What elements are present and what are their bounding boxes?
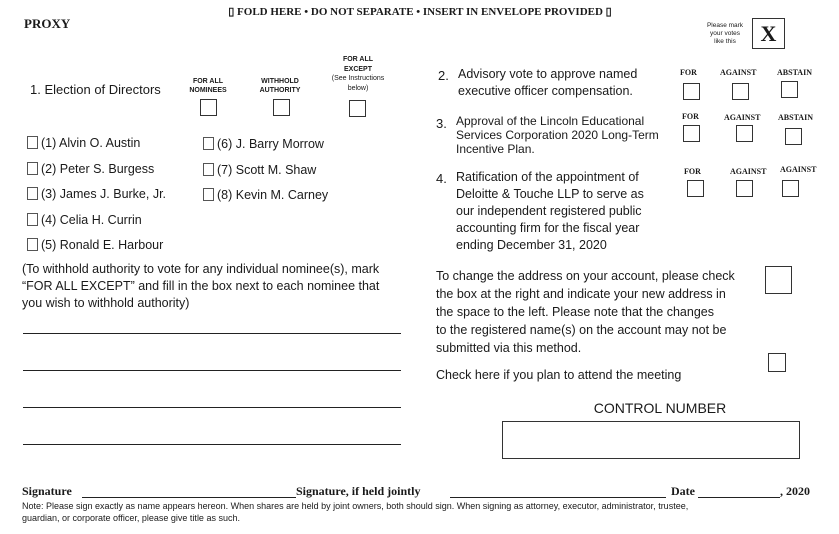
withhold-write-line[interactable]	[23, 444, 401, 445]
nominee-name: (1) Alvin O. Austin	[41, 136, 141, 150]
address-change-text	[436, 267, 735, 357]
nominee-name: (2) Peter S. Burgess	[41, 162, 155, 176]
proposal-line: Ratification of the appointment of	[456, 170, 639, 184]
nominee-checkbox[interactable]	[203, 188, 214, 201]
col-header-line: FOR ALL	[342, 56, 374, 63]
address-line: To change the address on your account, please check	[436, 269, 735, 283]
nominee-name: (3) James J. Burke, Jr.	[41, 187, 167, 201]
nominee-checkbox[interactable]	[203, 137, 214, 150]
p3-for-label: FOR	[682, 112, 699, 121]
proposal-line: Advisory vote to approve named	[458, 67, 638, 81]
withhold-write-line[interactable]	[23, 407, 401, 408]
col-header-line: below)	[347, 84, 369, 92]
withhold-checkbox[interactable]	[273, 99, 290, 116]
col-except-header	[324, 55, 392, 93]
address-line: to the registered name(s) on the account may not be	[436, 323, 727, 337]
p3-abstain-label: ABSTAIN	[778, 113, 813, 122]
control-number-label: CONTROL NUMBER	[593, 400, 727, 416]
proposal3-number: 3.	[436, 116, 447, 131]
p4-abstain-checkbox[interactable]	[782, 180, 799, 197]
p4-against-label-2: AGAINST	[780, 165, 817, 174]
proposal-line: Deloitte & Touche LLP to serve as	[456, 187, 644, 201]
mark-hint	[695, 22, 755, 46]
instruction-line: you wish to withhold authority)	[22, 296, 190, 310]
nominee-checkbox[interactable]	[27, 187, 38, 200]
proposal-line: ending December 31, 2020	[456, 238, 607, 252]
p4-for-checkbox[interactable]	[687, 180, 704, 197]
for-all-checkbox[interactable]	[200, 99, 217, 116]
p3-abstain-checkbox[interactable]	[785, 128, 802, 145]
p3-against-checkbox[interactable]	[736, 125, 753, 142]
proposal-line: Incentive Plan.	[456, 142, 535, 156]
col-header-line: NOMINEES	[189, 87, 227, 94]
withhold-write-line[interactable]	[23, 370, 401, 371]
p3-for-checkbox[interactable]	[683, 125, 700, 142]
col-header-line: AUTHORITY	[259, 87, 301, 94]
address-line: the space to the left. Please note that the changes	[436, 305, 714, 319]
nominee-checkbox[interactable]	[203, 163, 214, 176]
address-change-checkbox[interactable]	[765, 266, 792, 294]
proposal4-number: 4.	[436, 171, 447, 186]
nominee-8	[203, 188, 328, 202]
col-header-line: FOR ALL	[192, 78, 224, 85]
proposal-line: accounting firm for the fiscal year	[456, 221, 640, 235]
nominee-1	[27, 136, 140, 150]
proposal1-title: 1. Election of Directors	[30, 82, 161, 97]
col-header-line: WITHHOLD	[261, 78, 299, 85]
attend-meeting-text: Check here if you plan to attend the meeting	[436, 368, 682, 382]
instruction-line: (To withhold authority to vote for any individual nominee(s), mark	[22, 262, 380, 276]
proposal2-text	[458, 66, 637, 100]
col-for-all-header	[180, 77, 236, 95]
nominee-checkbox[interactable]	[27, 162, 38, 175]
p4-for-label: FOR	[684, 167, 701, 176]
signature-line[interactable]	[82, 497, 296, 498]
withhold-instructions	[22, 261, 412, 312]
date-line[interactable]	[698, 497, 780, 498]
address-line: submitted via this method.	[436, 341, 582, 355]
date-label: Date	[671, 484, 695, 498]
p3-against-label: AGAINST	[724, 113, 761, 122]
p2-against-label: AGAINST	[720, 68, 757, 77]
attend-meeting-checkbox[interactable]	[768, 353, 786, 372]
nominee-6	[203, 137, 324, 151]
p4-against-label: AGAINST	[730, 167, 767, 176]
p4-against-checkbox[interactable]	[736, 180, 753, 197]
col-header-line: (See Instructions	[331, 75, 385, 82]
nominee-4	[27, 213, 142, 227]
control-number-box	[502, 421, 800, 459]
for-all-except-checkbox[interactable]	[349, 100, 366, 117]
col-withhold-header	[252, 77, 308, 95]
signature-joint-line[interactable]	[450, 497, 666, 498]
withhold-write-line[interactable]	[23, 333, 401, 334]
mark-hint-line: like this	[714, 38, 736, 45]
nominee-5	[27, 238, 163, 252]
note-line: guardian, or corporate officer, please give title as such.	[22, 513, 240, 523]
p2-for-label: FOR	[680, 68, 697, 77]
signature-label: Signature	[22, 484, 72, 498]
fold-notice: ▯ FOLD HERE • DO NOT SEPARATE • INSERT IN ENVELOPE PROVIDED ▯	[228, 6, 612, 18]
proposal-line: Services Corporation 2020 Long-Term	[456, 128, 659, 142]
p2-for-checkbox[interactable]	[683, 83, 700, 100]
date-year: , 2020	[780, 484, 810, 498]
p2-abstain-checkbox[interactable]	[781, 81, 798, 98]
proposal-line: Approval of the Lincoln Educational	[456, 114, 645, 128]
proposal-line: our independent registered public	[456, 204, 642, 218]
p2-against-checkbox[interactable]	[732, 83, 749, 100]
signing-note	[22, 500, 832, 524]
nominee-name: (8) Kevin M. Carney	[217, 188, 329, 202]
form-title: PROXY	[24, 16, 71, 31]
nominee-name: (5) Ronald E. Harbour	[41, 238, 164, 252]
mark-hint-line: your votes	[710, 30, 740, 37]
nominee-checkbox[interactable]	[27, 238, 38, 251]
proposal2-number: 2.	[438, 68, 449, 83]
nominee-3	[27, 187, 166, 201]
nominee-name: (4) Celia H. Currin	[41, 213, 142, 227]
nominee-checkbox[interactable]	[27, 213, 38, 226]
proposal-line: executive officer compensation.	[458, 84, 633, 98]
proposal3-text	[456, 114, 659, 156]
proposal4-text	[456, 169, 644, 254]
signature-joint-label: Signature, if held jointly	[296, 484, 421, 498]
nominee-checkbox[interactable]	[27, 136, 38, 149]
note-line: Note: Please sign exactly as name appears hereon. When shares are held by joint owners, both should sign. When signing as attorney, executor, administrator, trustee,	[22, 501, 689, 511]
nominee-2	[27, 162, 154, 176]
mark-example-box: X	[752, 18, 785, 49]
nominee-7	[203, 163, 316, 177]
mark-hint-line: Please mark	[706, 22, 744, 29]
p2-abstain-label: ABSTAIN	[777, 68, 812, 77]
nominee-name: (6) J. Barry Morrow	[217, 137, 324, 151]
instruction-line: “FOR ALL EXCEPT” and fill in the box next to each nominee that	[22, 279, 380, 293]
col-header-line: EXCEPT	[343, 65, 372, 73]
address-line: the box at the right and indicate your new address in	[436, 287, 726, 301]
nominee-name: (7) Scott M. Shaw	[217, 163, 317, 177]
